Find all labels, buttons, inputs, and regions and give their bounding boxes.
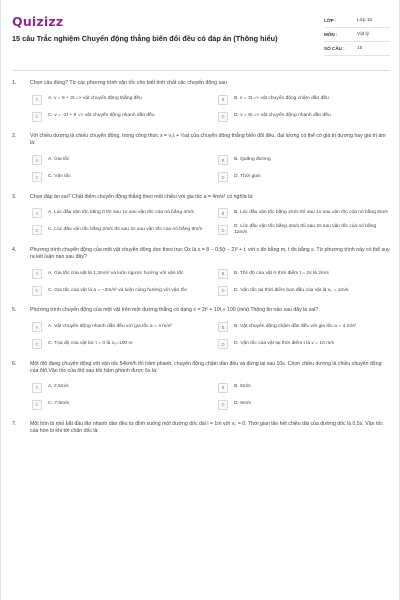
- meta-value: 15: [357, 46, 363, 51]
- option-text: C. 7,5m/s: [48, 401, 69, 407]
- question-4: [12, 247, 390, 297]
- question-line: [12, 80, 390, 87]
- answer-option-b[interactable]: [218, 321, 390, 334]
- option-text: C. Tọa độ của vật lúc t = 0 là x₀=100 m: [48, 340, 133, 346]
- option-text: B. Lúc đầu vận tốc bằng 2m/s thì sau 1s sau vận tốc của nó bằng 6m/s: [234, 210, 388, 216]
- question-number: 3.: [12, 193, 17, 200]
- option-text: D. Vận tốc tại thời điểm ban đầu của vật là v₀ = 1m/s: [234, 287, 349, 293]
- page-border-left: [0, 0, 1, 600]
- question-text: Chọn câu đúng? Từ các phương trình vận tốc cho biết tính chất các chuyển động sau: [30, 80, 227, 86]
- option-letter-box: A: [32, 383, 42, 393]
- option-text: A. v = 5 + 2t => vật chuyển động thẳng đều: [48, 96, 142, 102]
- option-text: B. Tốc độ của vật ở thời điểm t = 2s là 2m/s: [234, 270, 329, 276]
- option-text: C. Gia tốc của vật là a = −2m/s² và luôn cùng hướng với vận tốc: [48, 287, 188, 293]
- question-line: [12, 421, 390, 435]
- header-divider: [12, 70, 390, 71]
- option-text: A. Gia tốc: [48, 156, 70, 162]
- answer-option-c[interactable]: [32, 284, 204, 297]
- answer-option-d[interactable]: [218, 171, 390, 184]
- option-text: D. 9m/s: [234, 401, 251, 407]
- question-line: [12, 133, 390, 147]
- question-text: Một hòn bi nhỏ bắt đầu lăn nhanh dần đều từ đỉnh xuống một đường dốc dài l = 1m với v₀ = 0. Thời gian lăn hết chiều dài của đường dốc là 0,5s. Vận tốc của hòn bi khi tới chân dốc là:: [30, 421, 383, 435]
- option-letter-box: A: [32, 269, 42, 279]
- document-title: 15 câu Trắc nghiệm Chuyển động thẳng biến đổi đều có đáp án (Thông hiểu): [12, 34, 278, 43]
- option-text: C. Vận tốc: [48, 173, 71, 179]
- meta-label: SỐ CÂU :: [324, 46, 345, 51]
- option-letter-box: A: [32, 322, 42, 332]
- option-letter-box: C: [32, 172, 42, 182]
- meta-label: LỚP :: [324, 18, 337, 23]
- option-text: D. v = 6t => vật chuyển động nhanh dần đều: [234, 113, 331, 119]
- question-text: Một ôtô đang chuyển động với vận tốc 54km/h thì hãm phanh, chuyển động chậm dần đều và dừng lại sau 10s. Chọn chiều dương là chiều chuyển động của ôtô.Vận tốc của ôtô sau khi hãm phanh được 6s là:: [30, 360, 382, 374]
- question-2: [12, 133, 390, 183]
- option-letter-box: C: [32, 339, 42, 349]
- answer-option-c[interactable]: [32, 110, 204, 123]
- option-letter-box: B: [218, 269, 228, 279]
- option-letter-box: D: [218, 286, 228, 296]
- answer-option-b[interactable]: [218, 154, 390, 167]
- option-letter-box: A: [32, 95, 42, 105]
- question-line: [12, 247, 390, 261]
- option-text: D. Lúc đầu vận tốc bằng 4m/s thì sau 2s sau vận tốc của nó bằng 12m/s: [234, 223, 377, 236]
- answer-options: [32, 321, 390, 351]
- option-letter-box: B: [218, 208, 228, 218]
- document-meta: [324, 14, 390, 56]
- answer-option-b[interactable]: [218, 267, 390, 280]
- question-number: 4.: [12, 247, 17, 253]
- question-1: [12, 80, 390, 123]
- answer-option-c[interactable]: [32, 171, 204, 184]
- option-letter-box: C: [32, 286, 42, 296]
- option-letter-box: C: [32, 112, 42, 122]
- answer-option-a[interactable]: [32, 381, 204, 394]
- option-letter-box: B: [218, 95, 228, 105]
- question-text: Chọn đáp án sai? Chất điểm chuyển động thẳng theo một chiều với gia tốc a = 4m/s² có nghĩa là:: [30, 193, 254, 200]
- option-letter-box: D: [218, 112, 228, 122]
- answer-option-a[interactable]: [32, 321, 204, 334]
- option-letter-box: B: [218, 383, 228, 393]
- question-6: [12, 361, 390, 411]
- question-number: 7.: [12, 421, 17, 428]
- answer-option-a[interactable]: [32, 154, 204, 167]
- answer-options: [32, 381, 390, 411]
- answer-options: [32, 207, 390, 237]
- option-letter-box: C: [32, 225, 42, 235]
- option-letter-box: D: [218, 400, 228, 410]
- answer-option-c[interactable]: [32, 338, 204, 351]
- option-text: B. Vật chuyển động chậm dần đều với gia tốc a = 4 m/s²: [234, 323, 357, 329]
- option-text: D. Vận tốc của vật tại thời điểm t là v = 10 m/s: [234, 340, 335, 346]
- option-letter-box: D: [218, 225, 228, 235]
- option-text: D. Thời gian: [234, 173, 261, 179]
- meta-value: Lớp 10: [357, 18, 373, 23]
- meta-row-class: [324, 14, 390, 28]
- question-line: [12, 194, 390, 201]
- quizizz-logo: Quizizz: [12, 14, 64, 29]
- question-3: [12, 194, 390, 237]
- option-text: C. v = -2t + 9 => vật chuyển động nhanh dần đều: [48, 113, 155, 119]
- answer-option-d[interactable]: [218, 284, 390, 297]
- question-number: 1.: [12, 80, 17, 86]
- option-text: B. Quãng đường: [234, 156, 271, 162]
- option-text: C. Lúc đầu vận tốc bằng 2m/s thì sau 2s sau vận tốc của nó bằng 8m/s: [48, 227, 203, 233]
- answer-options: [32, 154, 390, 184]
- option-text: A. 2,5m/s: [48, 384, 69, 390]
- question-number: 6.: [12, 360, 17, 367]
- answer-option-a[interactable]: [32, 207, 204, 220]
- meta-row-subject: [324, 28, 390, 42]
- option-letter-box: B: [218, 155, 228, 165]
- option-letter-box: C: [32, 400, 42, 410]
- option-text: B. 6m/s: [234, 384, 251, 390]
- answer-options: [32, 93, 390, 123]
- option-text: A. Vật chuyển động nhanh dần đều với gia tốc a = 4 m/s²: [48, 323, 172, 329]
- answer-option-a[interactable]: [32, 267, 204, 280]
- answer-option-c[interactable]: [32, 398, 204, 411]
- option-text: A. Lúc đầu vận tốc bằng 0 thì sau 1s sau vận tốc của nó bằng 4m/s: [48, 210, 195, 216]
- question-text: Với chiều dương là chiều chuyển động, trong công thức x = v₀t + ½at của chuyển động thẳng biến đổi đều, đại lượng có thể có giá trị dương hay giá trị âm là:: [30, 133, 386, 147]
- question-text: Phương trình chuyển động của một vật trên một đường thẳng có dạng x = 2t² + 10t + 100 (m/s).Thông tin nào sau đây là sai?: [30, 307, 319, 314]
- answer-option-b[interactable]: [218, 207, 390, 220]
- question-line: [12, 307, 390, 314]
- option-text: B. v = 3t => vật chuyển động chậm dần đều: [234, 96, 329, 102]
- question-5: [12, 307, 390, 350]
- option-letter-box: A: [32, 208, 42, 218]
- answer-option-d[interactable]: [218, 338, 390, 351]
- question-7: [12, 421, 390, 435]
- option-text: A. Gia tốc của vật là 1,2m/s² và luôn ngược hướng với vận tốc: [48, 270, 184, 276]
- option-letter-box: A: [32, 155, 42, 165]
- answer-option-a[interactable]: [32, 93, 204, 106]
- answer-option-b[interactable]: [218, 93, 390, 106]
- meta-label: MÔN :: [324, 32, 338, 37]
- question-number: 5.: [12, 307, 17, 314]
- meta-value: Vật lý: [357, 32, 369, 37]
- answer-option-c[interactable]: [32, 224, 204, 237]
- question-list: [12, 80, 390, 445]
- document-header: [12, 10, 390, 68]
- question-text: Phương trình chuyển động của một vật chuyển động dọc theo trục Ox là x = 8 − 0,5(t − 2)² + t, với x đo bằng m, t đo bằng s. Từ phương trình này có thể suy ra kết luận nào sau đây?: [30, 247, 390, 261]
- option-letter-box: D: [218, 172, 228, 182]
- answer-option-d[interactable]: [218, 110, 390, 123]
- option-letter-box: D: [218, 339, 228, 349]
- option-letter-box: B: [218, 322, 228, 332]
- question-number: 2.: [12, 133, 17, 140]
- question-line: [12, 361, 390, 375]
- answer-options: [32, 267, 390, 297]
- answer-option-d[interactable]: [218, 398, 390, 411]
- answer-option-b[interactable]: [218, 381, 390, 394]
- meta-row-question-count: [324, 42, 390, 56]
- answer-option-d[interactable]: [218, 224, 390, 237]
